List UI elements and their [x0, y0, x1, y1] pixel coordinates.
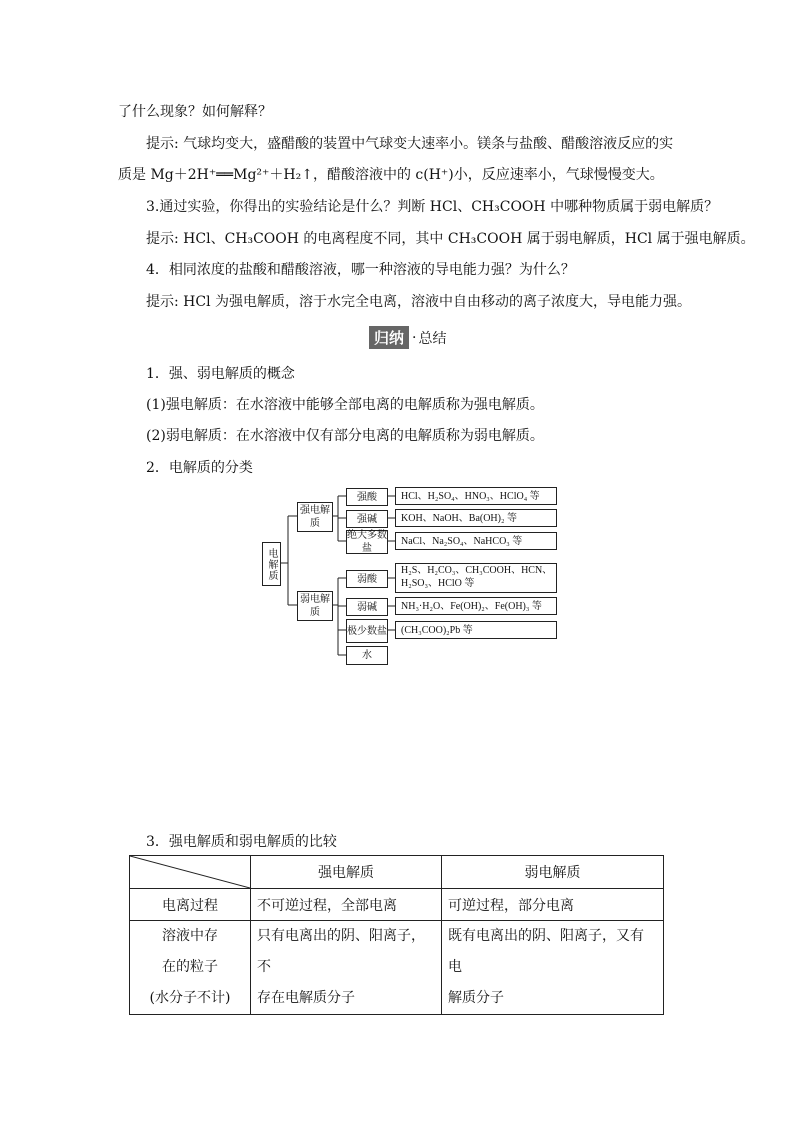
header-weak: 弱电解质	[442, 856, 664, 889]
table-corner-cell	[130, 856, 251, 889]
diagram-weak-base-examples: NH₃·H₂O、Fe(OH)₂、Fe(OH)₃ 等	[395, 597, 557, 615]
diagram-few-salts: 极少数盐	[346, 619, 388, 643]
paragraph-question-4: 4．相同浓度的盐酸和醋酸溶液，哪一种溶液的导电能力强？为什么？	[146, 262, 575, 278]
cell-weak-particles	[442, 921, 664, 1015]
diagram-water: 水	[346, 646, 388, 665]
row-label-ionization: 电离过程	[130, 889, 251, 921]
summary-label: 总结	[418, 330, 447, 347]
cell-weak-particles-line2: 解质分子	[448, 990, 504, 1006]
diagram-weak-acid-examples	[395, 563, 557, 593]
cell-strong-particles-line2: 存在电解质分子	[257, 990, 355, 1006]
diagram-most-salts-examples: NaCl、Na₂SO₄、NaHCO₃ 等	[395, 532, 557, 550]
diagram-most-salts: 绝大多数盐	[347, 530, 387, 554]
section3-title: 3．强电解质和弱电解质的比较	[146, 834, 337, 850]
section1-title: 1．强、弱电解质的概念	[146, 366, 295, 382]
cell-strong-ionization: 不可逆过程，全部电离	[251, 889, 442, 921]
diagram-weak-base: 弱碱	[346, 598, 388, 616]
cell-strong-particles	[251, 921, 442, 1015]
diagram-strong-acid: 强酸	[346, 488, 388, 506]
section2-title: 2．电解质的分类	[146, 460, 253, 476]
section1-item1: (1)强电解质：在水溶液中能够全部电离的电解质称为强电解质。	[146, 397, 544, 413]
diagram-weak-electrolyte: 弱电解质	[297, 591, 333, 621]
diagram-strong-base: 强碱	[346, 510, 388, 528]
row-label-particles-line3: (水分子不计)	[149, 990, 231, 1006]
cell-weak-particles-line1: 既有电离出的阴、阳离子，又有电	[448, 928, 644, 975]
summary-badge: 归纳	[369, 326, 409, 349]
corner-diagonal	[130, 856, 250, 888]
table-header-row	[130, 856, 664, 889]
weak-acid-examples-line2: H₂SO₃、HClO 等	[401, 578, 475, 589]
row-label-particles	[130, 921, 251, 1015]
paragraph-hint-3: 提示: HCl、CH₃COOH 的电离程度不同，其中 CH₃COOH 属于弱电解质，HCl 属于强电解质。	[146, 231, 755, 247]
section1-item2: (2)弱电解质：在水溶液中仅有部分电离的电解质称为弱电解质。	[146, 428, 544, 444]
paragraph-hint-1b: 质是 Mg＋2H⁺══Mg²⁺＋H₂↑，醋酸溶液中的 c(H⁺)小，反应速率小，气球慢慢变大。	[118, 167, 664, 183]
table-row-ionization	[130, 889, 664, 921]
cell-strong-particles-line1: 只有电离出的阴、阳离子，不	[257, 928, 425, 975]
diagram-strong-electrolyte: 强电解质	[297, 502, 333, 532]
diagram-few-salts-examples: (CH₃COO)₂Pb 等	[395, 621, 557, 639]
comparison-table	[129, 855, 664, 1015]
table-row-particles	[130, 921, 664, 1015]
diagram-root-electrolyte: 电解质	[262, 542, 281, 586]
diagram-strong-base-examples: KOH、NaOH、Ba(OH)₂ 等	[395, 509, 557, 527]
header-strong: 强电解质	[251, 856, 442, 889]
paragraph-hint-4: 提示: HCl 为强电解质，溶于水完全电离，溶液中自由移动的离子浓度大，导电能力强。	[146, 294, 692, 310]
cell-weak-ionization: 可逆过程，部分电离	[442, 889, 664, 921]
weak-acid-examples-line1: H₂S、H₂CO₃、CH₃COOH、HCN、	[401, 565, 553, 576]
row-label-particles-line1: 溶液中存	[162, 928, 218, 944]
summary-dot: ·	[412, 329, 417, 346]
paragraph-question-3: 3.通过实验，你得出的实验结论是什么？判断 HCl、CH₃COOH 中哪种物质属于弱电解质？	[146, 199, 719, 215]
diagram-weak-acid: 弱酸	[346, 570, 388, 588]
paragraph-question-end: 了什么现象？如何解释？	[118, 104, 272, 120]
diagram-strong-acid-examples: HCl、H₂SO₄、HNO₃、HClO₄ 等	[395, 487, 557, 505]
row-label-particles-line2: 在的粒子	[162, 959, 218, 975]
paragraph-hint-1a: 提示: 气球均变大，盛醋酸的装置中气球变大速率小。镁条与盐酸、醋酸溶液反应的实	[146, 136, 674, 152]
